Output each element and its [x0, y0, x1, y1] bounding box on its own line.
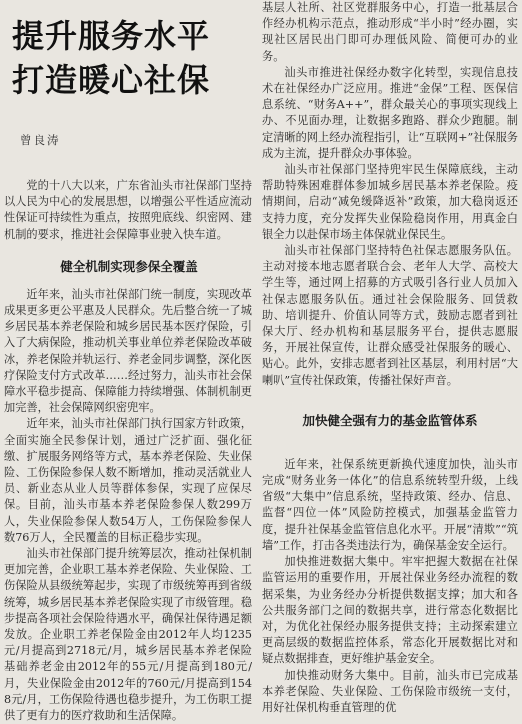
- body-paragraph: 近年来，汕头市社保部门统一制度，实现改革成果更多更公平惠及人民群众。先后整合统一了城乡居民基本养老保险和城乡居民基本医疗保险，引入了大病保险，推动机关事业单位养老保险改革破冰，养老保险并轨运行、养老金同步调整，深化医疗保险支付方式改革……经过努力，汕头市社会保障水平稳步提高、保障能力持续增强、体制机制更加完善，社会保障网织密兜牢。: [4, 287, 252, 415]
- headline-line-1: 提升服务水平: [12, 17, 211, 55]
- headline: [12, 14, 254, 102]
- left-column: [4, 0, 254, 723]
- right-column: [262, 0, 518, 714]
- body-paragraph: 加快推进数据大集中。牢牢把握大数据在社保监管运用的重要作用，开展社保业务经办流程的数据采集，为业务经办分析提供数据支撑；加大和各公共服务部门之间的数据共享，进行常态化数据比对，为优化社保经办服务提供支持；主动探索建立更高层级的数据监控体系，常态化开展数据比对和疑点数据排查，更好维护基金安全。: [262, 555, 518, 666]
- byline: 曾良涛: [20, 133, 61, 147]
- section-heading-coverage: 健全机制实现参保全覆盖: [60, 258, 198, 274]
- lead-paragraph: 党的十八大以来，广东省汕头市社保部门坚持以人民为中心的发展思想，以增强公平性适应流动性保证可持续性为重点，按照兜底线、织密网、建机制的要求，推进社会保障事业驶入快车道。: [4, 179, 252, 241]
- body-paragraph: 汕头市推进社保经办数字化转型，实现信息技术在社保经办广泛应用。推进“金保”工程、医保信息系统、“财务A++”，群众最关心的事项实现线上办、不见面办理，让数据多跑路、群众少跑腿。制定清晰的网上经办流程指引，让“互联网+”社保服务成为主流，提升群众办事体验。: [262, 65, 518, 160]
- headline-line-2: 打造暖心社保: [12, 61, 211, 99]
- body-paragraph: 汕头市社保部门坚持特色社保志愿服务队伍。主动对接本地志愿者联合会、老年人大学、高校大学生等，通过网上招募的方式吸引各行业人员加入社保志愿服务队伍。通过社会保险服务、回赁救助、培训提升、价值认同等方式，鼓励志愿者到社保大厅、经办机构和基层服务平台，提供志愿服务，开展社保宣传，让群众感受社保服务的暖心、贴心。此外，安排志愿者到社区基层，利用村居“大喇叭”宣传社保政策，传播社保好声音。: [262, 244, 518, 387]
- body-paragraph: 汕头市社保部门坚持兜牢民生保障底线，主动帮助特殊困难群体参加城乡居民基本养老保险。疫情期间，启动“减免缓降返补”政策，加大稳岗返还支持力度，充分发挥失业保险稳岗作用，用真金白银全力以赴保市场主体保就业保民生。: [262, 163, 518, 241]
- section-heading-fund-supervision: 加快健全强有力的基金监管体系: [302, 412, 478, 428]
- body-paragraph: 近年来，汕头市社保部门执行国家方针政策，全面实施全民参保计划，通过广泛扩面、强化征缴、扩展服务网络等方式，基本养老保险、失业保险、工伤保险参保人数不断增加，推动灵活就业人员、新业态从业人员等群体参保，实现了应保尽保。目前，汕头市基本养老保险参保人数299万人，失业保险参保人数54万人，工伤保险参保人数76万人，全民覆盖的目标正稳步实现。: [4, 417, 252, 544]
- body-paragraph: 近年来，社保系统更新换代速度加快，汕头市完成“财务业务一体化”的信息系统转型升级，上线省级“大集中”信息系统，坚持政策、经办、信息、监督“四位一体”风险防控模式，加强基金监管力度，提升社保基金监管信息化水平。开展“清欺”“筑墙”工作，打击各类违法行为，确保基金安全运行。: [262, 457, 518, 552]
- body-paragraph-continued: 基层人社所、社区党群服务中心，打造一批基层合作经办机构示范点，推动形成“半小时”经办圈，实现社区居民出门即可办理低风险、简便可办的业务。: [262, 1, 518, 63]
- body-paragraph: 加快推动财务大集中。目前，汕头市已完成基本养老保险、失业保险、工伤保险市级统一支付，用好社保机构垂直管理的优: [262, 668, 518, 714]
- body-paragraph: 汕头市社保部门提升统筹层次，推动社保机制更加完善，企业职工基本养老保险、失业保险、工伤保险从县级统筹起步，实现了市级统筹再到省级统筹，城乡居民基本养老保险实现了市级管理。稳步提高各项社会保险待遇水平，确保社保待遇足额发放。企业职工养老保险金由2012年人均1235元/月提高到2718元/月，城乡居民基本养老保险基础养老金由2012年的55元/月提高到180元/月，失业保险金由2012年的760元/月提高到1548元/月，工伤保险待遇也稳步提升，为工伤职工提供了更有力的医疗救助和生活保障。: [4, 547, 252, 723]
